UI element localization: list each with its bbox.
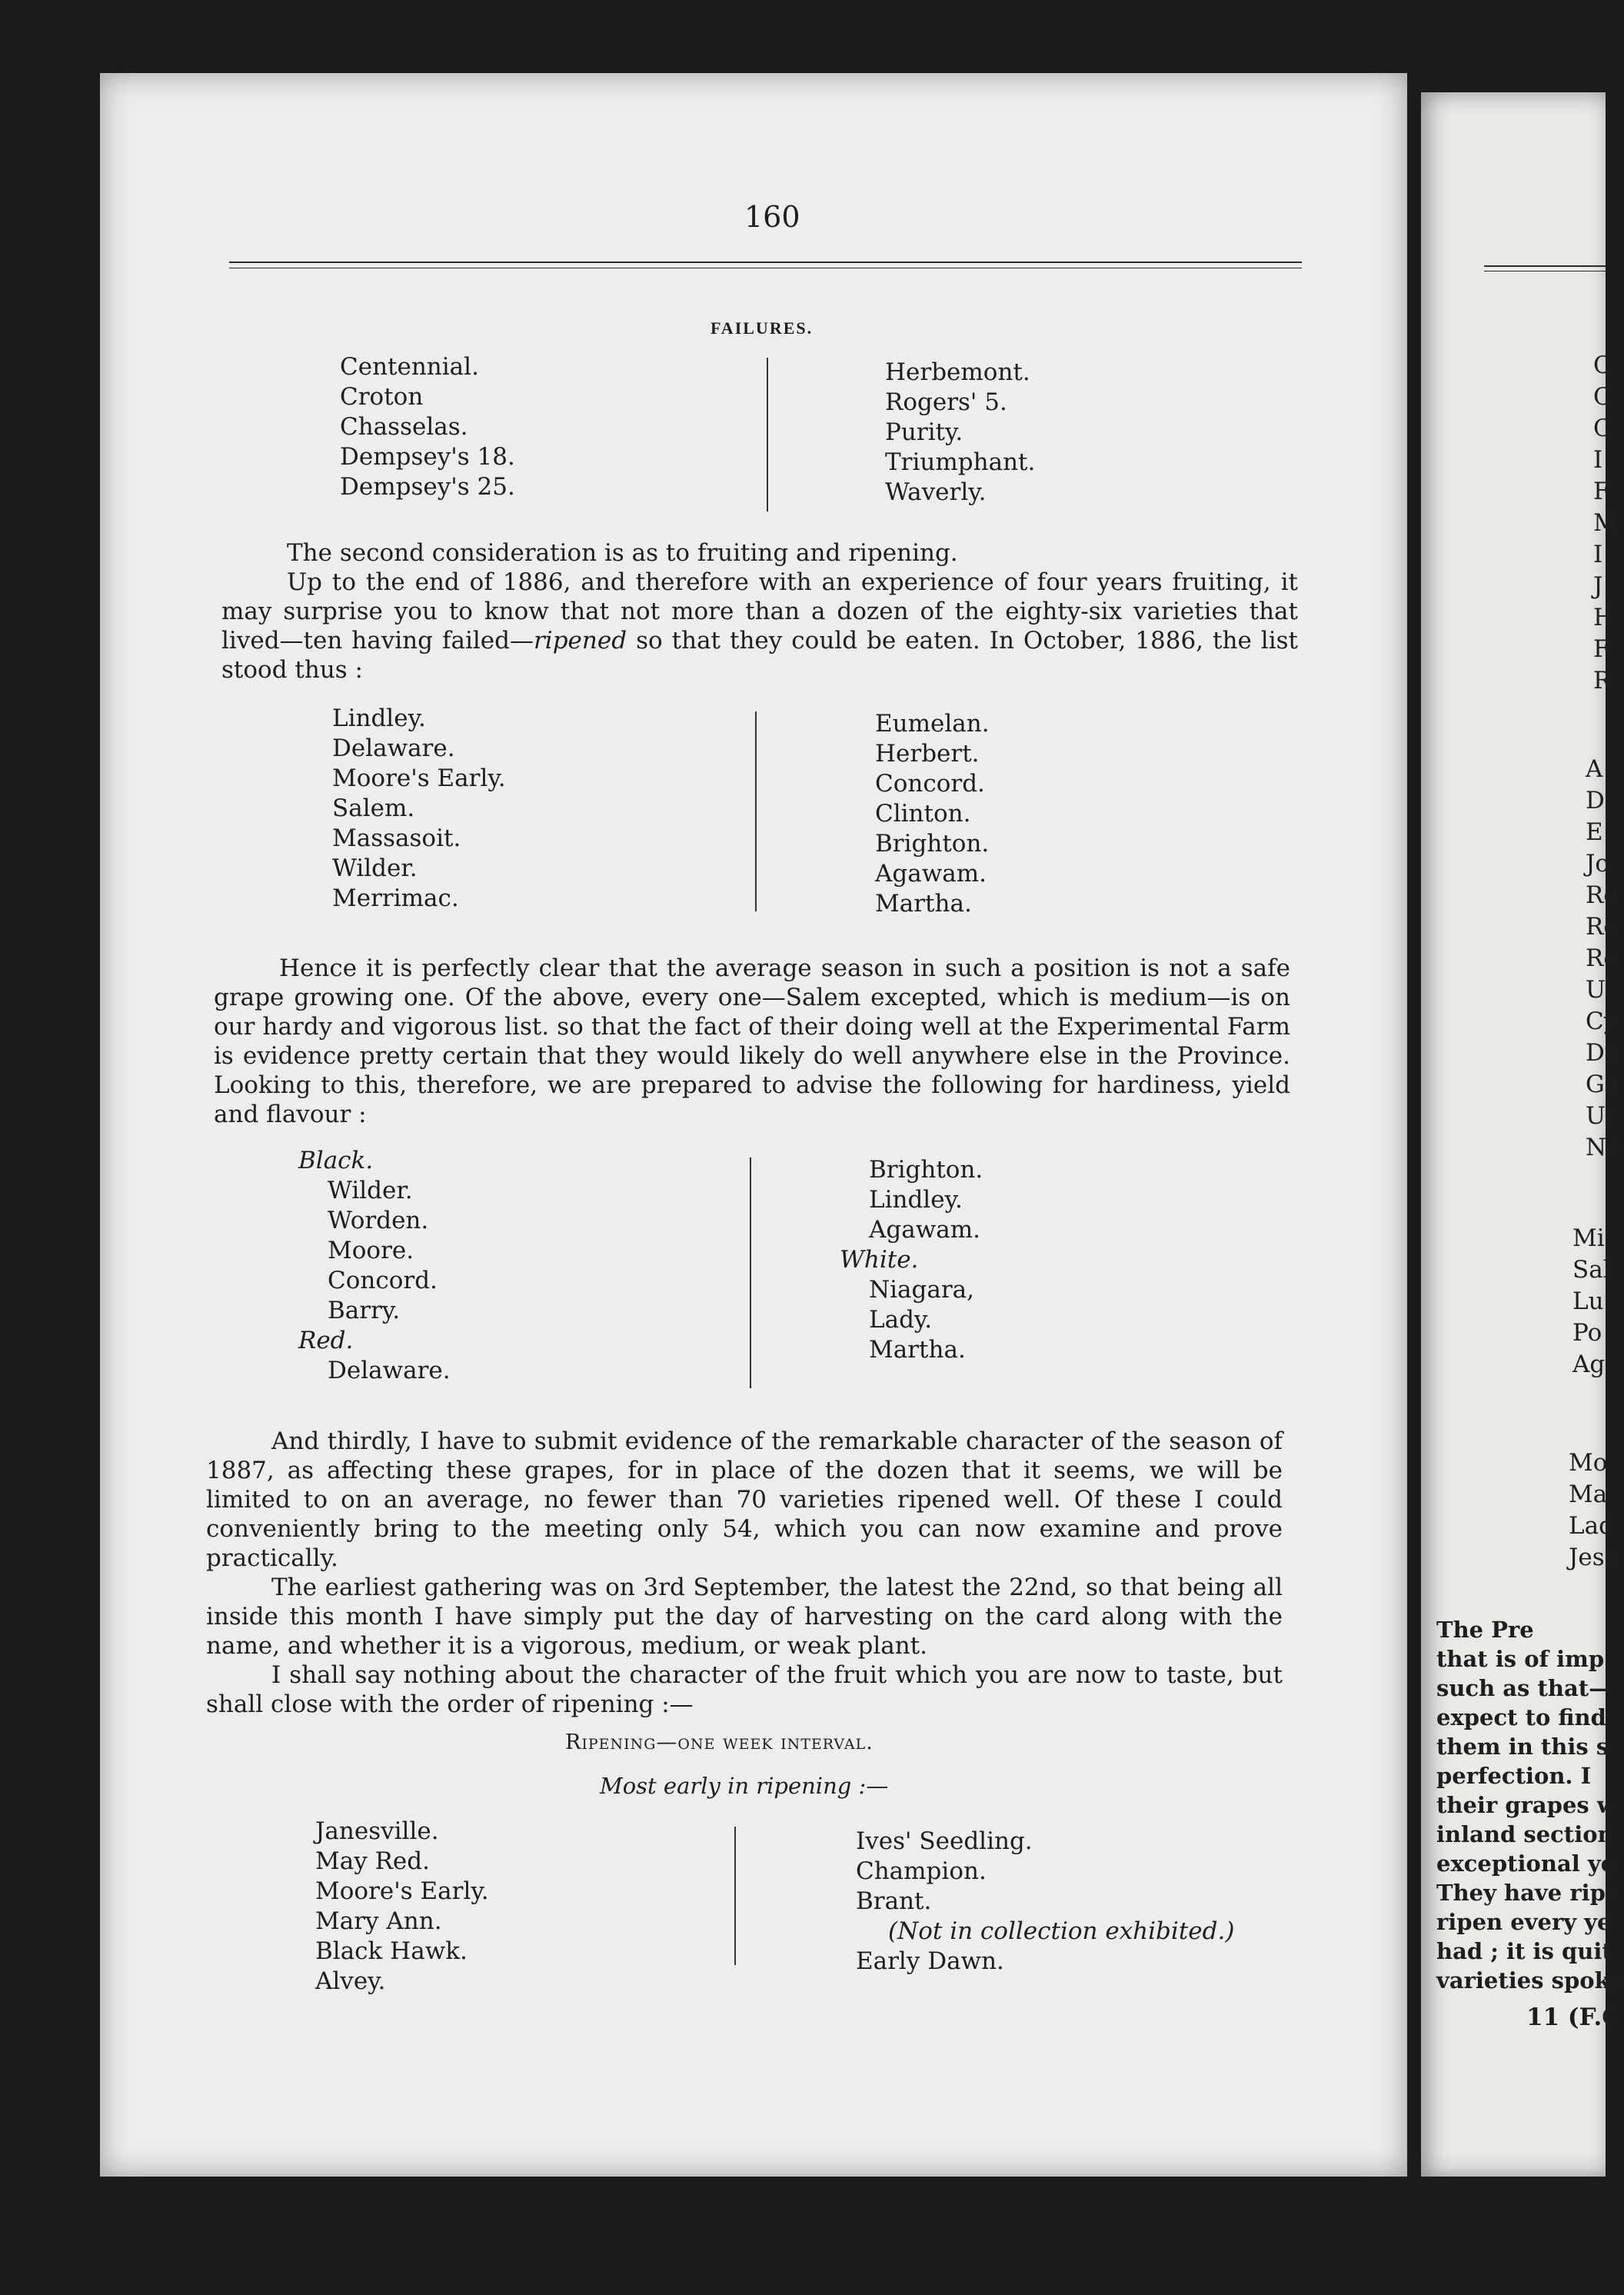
list-item: Agawam. [875, 860, 987, 888]
list-item: Ives' Seedling. [856, 1827, 1033, 1855]
ripening-subheading: Most early in ripening :— [600, 1773, 889, 1799]
list-item: Early Dawn. [856, 1947, 1004, 1975]
list-item: Chasselas. [340, 413, 468, 441]
list-item: Mo [1569, 1449, 1608, 1477]
list-item: Lady. [869, 1306, 933, 1334]
list-item: R [1593, 667, 1612, 694]
list-item: Brighton. [869, 1156, 983, 1184]
list-item: had ; it is quit [1436, 1938, 1612, 1964]
list-item: Du [1586, 1039, 1620, 1067]
list-item: Moore. [328, 1237, 414, 1264]
list-item: Delaware. [328, 1357, 451, 1384]
black-label: Black. [298, 1147, 374, 1174]
list-item: Brant. [856, 1887, 932, 1915]
list-item: Sal [1572, 1256, 1611, 1284]
list-item: Centennial. [340, 353, 479, 381]
list-item: I [1593, 541, 1603, 568]
list-item: Ag [1572, 1351, 1606, 1378]
list-item: Clinton. [875, 800, 971, 828]
list-item: such as that— [1436, 1675, 1612, 1701]
white-label: White. [840, 1246, 919, 1274]
list-item: Merrimac. [332, 884, 459, 912]
list-item: Moore's Early. [332, 764, 506, 792]
column-divider [750, 1157, 751, 1388]
paragraph: Hence it is perfectly clear that the average season in such a position is not a safe grape growing one. Of the above, every one—Salem excepted, which is medium—is on our hardy and vigorous list. so that the fact of their doing well at the Experimental Farm is evidence pretty certain that they would likely do well anywhere else in the Province. Looking to this, therefore, we are prepared to advise the following for hardiness, yield and flavour : [214, 954, 1290, 1128]
list-item: exceptional ye [1436, 1850, 1616, 1877]
list-1886-left [332, 704, 506, 914]
list-item: H [1593, 604, 1615, 631]
list-item: Herbert. [875, 740, 980, 768]
body-text-block-1 [221, 538, 1298, 685]
ripening-note: (Not in collection exhibited.) [888, 1917, 1235, 1945]
list-item: Dempsey's 25. [340, 473, 515, 501]
list-item: Lindley. [869, 1186, 963, 1214]
list-item: them in this s [1436, 1734, 1609, 1760]
list-item: Lu [1572, 1287, 1604, 1315]
list-item: A [1586, 755, 1603, 783]
list-item: Jo [1586, 850, 1610, 878]
list-item: C [1593, 415, 1612, 442]
list-item: Waverly. [885, 478, 987, 506]
list-item: Brighton. [875, 830, 990, 858]
list-item: Delaware. [332, 734, 455, 762]
paragraph: The second consideration is as to fruiting and ripening. [287, 539, 958, 567]
advise-left [298, 1146, 451, 1386]
list-item: Purity. [885, 418, 963, 446]
list-item: perfection. I [1436, 1763, 1592, 1789]
paragraph: I shall say nothing about the character of the fruit which you are now to taste, but shall close with the order of ripening :— [206, 1661, 1283, 1718]
list-item: Ro [1586, 944, 1619, 972]
list-item: Mi [1572, 1224, 1605, 1252]
paragraph: The earliest gathering was on 3rd September, the latest the 22nd, so that being all inside this month I have simply put the day of harvesting on the card along with the name, and whether it is a vigorous, medium, or weak plant. [206, 1574, 1283, 1660]
failures-left-list [340, 352, 515, 502]
failures-heading: FAILURES. [710, 318, 814, 338]
advise-right [840, 1155, 983, 1365]
list-item: E [1586, 818, 1603, 846]
list-item: Dempsey's 18. [340, 443, 515, 471]
list-item: Jess [1569, 1544, 1617, 1571]
next-page-list-2 [1586, 754, 1621, 1164]
list-item: I [1593, 446, 1603, 474]
next-page-footer: 11 (F.C [1526, 2004, 1621, 2031]
list-item: that is of imp [1436, 1646, 1605, 1672]
next-page-list-3 [1572, 1223, 1611, 1381]
header-rule [229, 261, 1302, 263]
list-item: Worden. [328, 1207, 429, 1234]
column-divider [767, 358, 768, 511]
list-item: Black Hawk. [315, 1937, 468, 1965]
list-item: F [1593, 635, 1610, 663]
list-item: Wilder. [332, 854, 418, 882]
list-item: Martha. [875, 890, 972, 918]
next-page-rule [1484, 265, 1606, 267]
failures-right-list [885, 358, 1035, 508]
list-1886-right [875, 709, 990, 919]
list-item: their grapes w [1436, 1792, 1616, 1818]
body-text-block-2 [214, 954, 1290, 1129]
body-text-block-3 [206, 1427, 1283, 1719]
next-page-list-4 [1569, 1447, 1617, 1574]
list-item: Niagara, [869, 1276, 975, 1304]
list-item: Agawam. [869, 1216, 980, 1244]
list-item: No [1586, 1134, 1621, 1161]
list-item: varieties spoke [1436, 1967, 1624, 1994]
page-number: 160 [744, 200, 800, 234]
list-item: Cy [1586, 1008, 1618, 1035]
list-item: D [1586, 787, 1605, 814]
list-item: Moore's Early. [315, 1877, 489, 1905]
list-item: Triumphant. [885, 448, 1036, 476]
list-item: Barry. [328, 1297, 401, 1324]
list-item: Concord. [328, 1267, 438, 1294]
list-item: Martha. [869, 1336, 966, 1364]
list-item: J [1593, 572, 1603, 600]
column-divider [755, 711, 757, 911]
list-item: Janesville. [315, 1817, 439, 1845]
list-item: Ma [1569, 1481, 1608, 1508]
list-item: Champion. [856, 1857, 987, 1885]
list-item: expect to find [1436, 1704, 1606, 1730]
list-item: Ga [1586, 1071, 1619, 1098]
list-item: ripen every ye [1436, 1909, 1612, 1935]
list-item: F [1593, 478, 1610, 505]
list-item: Ro [1586, 913, 1619, 941]
ripening-right-list [856, 1827, 1234, 1977]
list-item: Salem. [332, 794, 415, 822]
next-page-list-1 [1593, 350, 1618, 697]
list-item: Lindley. [332, 704, 426, 732]
column-divider [734, 1827, 736, 1965]
list-item: Mary Ann. [315, 1907, 442, 1935]
list-item: May Red. [315, 1847, 430, 1875]
list-item: Alvey. [315, 1967, 386, 1995]
list-item: Croton [340, 383, 424, 411]
list-item: Ur [1586, 1102, 1617, 1130]
list-item: Po [1572, 1319, 1602, 1347]
list-item: Wilder. [328, 1177, 413, 1204]
list-item: Concord. [875, 770, 985, 798]
list-item: Eumelan. [875, 710, 990, 738]
list-item: They have ripe [1436, 1880, 1620, 1906]
list-item: U [1586, 976, 1606, 1004]
list-item: Herbemont. [885, 358, 1030, 386]
list-item: The Pre [1436, 1617, 1534, 1643]
list-item: M [1593, 509, 1618, 537]
list-item: Lad [1569, 1512, 1614, 1540]
ripening-left-list [315, 1817, 489, 1997]
list-item: Massasoit. [332, 824, 461, 852]
paragraph: And thirdly, I have to submit evidence of the remarkable character of the season of 1887, as affecting these grapes, for in place of the dozen that it seems, we will be limited to on an average, no fewer than 70 varieties ripened well. Of these I could conveniently bring to the meeting only 54, which you can now examine and prove practically. [206, 1427, 1283, 1572]
list-item: C [1593, 383, 1612, 411]
ripening-heading: Ripening—one week interval. [565, 1730, 874, 1754]
list-item: Rogers' 5. [885, 388, 1007, 416]
list-item: Ro [1586, 881, 1619, 909]
paragraph: Up to the end of 1886, and therefore with an experience of four years fruiting, it may surprise you to know that not more than a dozen of the eighty-six varieties that lived—ten having failed—ripened so that they could be eaten. In October, 1886, the list stood thus : [221, 568, 1298, 684]
list-item: inland section [1436, 1821, 1614, 1847]
list-item: C [1593, 351, 1612, 379]
next-page-paragraph [1436, 1615, 1624, 1995]
red-label: Red. [298, 1327, 354, 1354]
